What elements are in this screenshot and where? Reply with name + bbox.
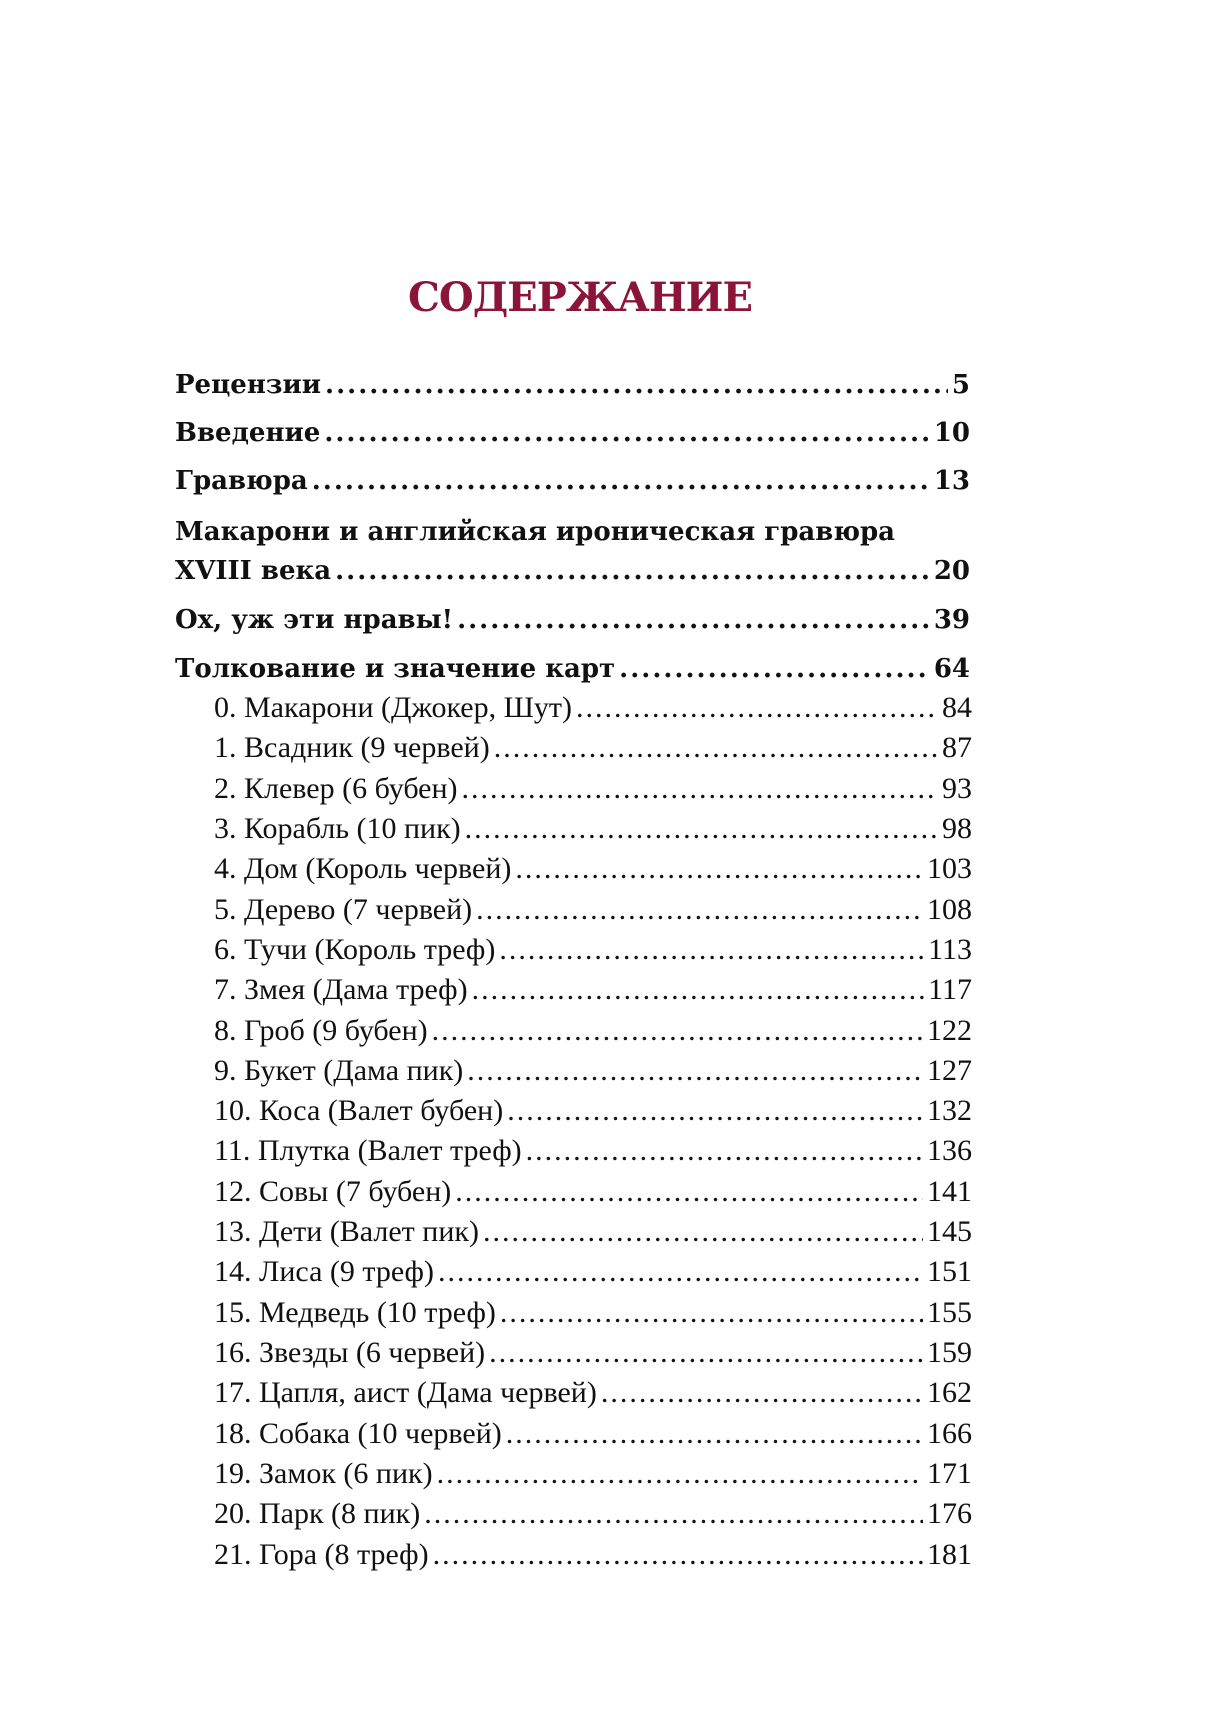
toc-entry-page: 20: [933, 556, 970, 586]
toc-subentry-label: 1. Всадник (9 червей): [214, 731, 490, 764]
toc-subentry-card-8[interactable]: [214, 1012, 972, 1050]
toc-subentry-page: 162: [927, 1376, 972, 1409]
dot-leader: [494, 729, 938, 767]
toc-subentry-card-17[interactable]: [214, 1374, 972, 1412]
toc-subentry-page: 122: [927, 1014, 972, 1047]
toc-subentry-label: 21. Гора (8 треф): [214, 1538, 429, 1571]
toc-subentry-page: 176: [927, 1497, 972, 1530]
toc-subentry-page: 103: [927, 852, 972, 885]
toc-entry-label: XVIII века: [175, 556, 332, 586]
toc-entry-label: Рецензии: [175, 370, 322, 400]
toc-subentry-page: 117: [928, 973, 972, 1006]
toc-subentry-page: 166: [927, 1417, 972, 1450]
dot-leader: [437, 1455, 923, 1493]
toc-subentry-page: 108: [927, 893, 972, 926]
toc-subentry-label: 15. Медведь (10 треф): [214, 1296, 496, 1329]
toc-subentry-card-18[interactable]: [214, 1415, 972, 1453]
toc-subentry-card-11[interactable]: [214, 1132, 972, 1170]
toc-subentry-label: 9. Букет (Дама пик): [214, 1054, 464, 1087]
dot-leader: [489, 1334, 923, 1372]
dot-leader: [325, 367, 948, 403]
dot-leader: [462, 770, 938, 808]
dot-leader: [507, 1092, 923, 1130]
toc-entry-engraving[interactable]: [175, 463, 970, 499]
toc-subentry-page: 151: [927, 1255, 972, 1288]
dot-leader: [476, 891, 923, 929]
dot-leader: [499, 931, 924, 969]
dot-leader: [515, 850, 923, 888]
toc-subentry-page: 136: [927, 1134, 972, 1167]
toc-subentry-card-10[interactable]: [214, 1092, 972, 1130]
toc-subentry-page: 171: [927, 1457, 972, 1490]
toc-entry-page: 39: [933, 605, 970, 635]
toc-subentry-card-7[interactable]: [214, 971, 972, 1009]
toc-entry-macaroni-line1[interactable]: [175, 514, 970, 550]
dot-leader: [601, 1374, 923, 1412]
toc-subentry-label: 0. Макарони (Джокер, Шут): [214, 691, 572, 724]
toc-subentry-card-15[interactable]: [214, 1294, 972, 1332]
toc-subentry-label: 16. Звезды (6 червей): [214, 1336, 486, 1369]
toc-subentry-label: 14. Лиса (9 треф): [214, 1255, 434, 1288]
toc-subentry-card-12[interactable]: [214, 1173, 972, 1211]
toc-subentry-page: 93: [942, 772, 972, 805]
toc-subentry-card-20[interactable]: [214, 1495, 972, 1533]
toc-subentry-label: 20. Парк (8 пик): [214, 1497, 421, 1530]
toc-subentry-page: 141: [927, 1175, 972, 1208]
toc-subentry-card-9[interactable]: [214, 1052, 972, 1090]
dot-leader: [433, 1536, 923, 1574]
toc-subentry-page: 155: [927, 1296, 972, 1329]
toc-subentry-label: 7. Змея (Дама треф): [214, 973, 468, 1006]
toc-entry-page: 64: [933, 654, 970, 684]
dot-leader: [457, 602, 930, 638]
toc-subentry-page: 87: [942, 731, 972, 764]
dot-leader: [619, 651, 930, 687]
toc-entry-page: 5: [951, 370, 970, 400]
toc-subentry-page: 98: [942, 812, 972, 845]
toc-subentry-page: 127: [927, 1054, 972, 1087]
toc-subentry-label: 10. Коса (Валет бубен): [214, 1094, 504, 1127]
toc-subentry-card-21[interactable]: [214, 1536, 972, 1574]
toc-subentry-label: 18. Собака (10 червей): [214, 1417, 502, 1450]
toc-subentry-card-16[interactable]: [214, 1334, 972, 1372]
toc-subentry-card-14[interactable]: [214, 1253, 972, 1291]
toc-subentry-label: 12. Совы (7 бубен): [214, 1175, 452, 1208]
dot-leader: [424, 1495, 923, 1533]
toc-entry-macaroni[interactable]: [175, 553, 970, 589]
toc-subentry-page: 132: [927, 1094, 972, 1127]
toc-subentry-page: 181: [927, 1538, 972, 1571]
toc-entry-card-meanings[interactable]: [175, 651, 970, 687]
toc-subentry-card-13[interactable]: [214, 1213, 972, 1251]
toc-subentry-card-5[interactable]: [214, 891, 972, 929]
toc-entry-page: 13: [933, 466, 970, 496]
toc-subentry-card-1[interactable]: [214, 729, 972, 767]
toc-entry-manners[interactable]: [175, 602, 970, 638]
toc-entry-label: Толкование и значение карт: [175, 654, 616, 684]
toc-entry-label: Гравюра: [175, 466, 308, 496]
toc-subentry-label: 4. Дом (Король червей): [214, 852, 512, 885]
toc-entry-label: Макарони и английская ироническая гравюра: [175, 517, 896, 547]
toc-entry-reviews[interactable]: [175, 367, 970, 403]
toc-subentry-label: 11. Плутка (Валет треф): [214, 1134, 522, 1167]
toc-subentry-page: 145: [927, 1215, 972, 1248]
dot-leader: [483, 1213, 923, 1251]
toc-subentry-label: 17. Цапля, аист (Дама червей): [214, 1376, 597, 1409]
dot-leader: [438, 1253, 923, 1291]
dot-leader: [455, 1173, 923, 1211]
dot-leader: [432, 1012, 923, 1050]
dot-leader: [506, 1415, 923, 1453]
toc-entry-introduction[interactable]: [175, 415, 970, 451]
toc-entry-label: Ох, уж эти нравы!: [175, 605, 454, 635]
dot-leader: [500, 1294, 923, 1332]
toc-subentry-card-0[interactable]: [214, 689, 972, 727]
toc-subentry-label: 3. Корабль (10 пик): [214, 812, 461, 845]
toc-subentry-label: 19. Замок (6 пик): [214, 1457, 433, 1490]
toc-subentry-card-6[interactable]: [214, 931, 972, 969]
toc-subentry-label: 6. Тучи (Король треф): [214, 933, 496, 966]
toc-subentry-card-2[interactable]: [214, 770, 972, 808]
dot-leader: [324, 415, 930, 451]
toc-subentry-card-19[interactable]: [214, 1455, 972, 1493]
toc-entry-page: 10: [933, 418, 970, 448]
toc-subentry-label: 2. Клевер (6 бубен): [214, 772, 458, 805]
toc-subentry-label: 13. Дети (Валет пик): [214, 1215, 479, 1248]
toc-subentry-page: 159: [927, 1336, 972, 1369]
dot-leader: [465, 810, 938, 848]
dot-leader: [335, 553, 930, 589]
dot-leader: [467, 1052, 923, 1090]
toc-subentry-page: 113: [928, 933, 972, 966]
page-title: СОДЕРЖАНИЕ: [408, 274, 752, 321]
toc-subentry-label: 5. Дерево (7 червей): [214, 893, 473, 926]
dot-leader: [526, 1132, 923, 1170]
dot-leader: [312, 463, 930, 499]
dot-leader: [576, 689, 938, 727]
toc-subentry-card-3[interactable]: [214, 810, 972, 848]
toc-subentry-card-4[interactable]: [214, 850, 972, 888]
toc-subentry-label: 8. Гроб (9 бубен): [214, 1014, 428, 1047]
toc-entry-label: Введение: [175, 418, 321, 448]
dot-leader: [472, 971, 925, 1009]
toc-subentry-page: 84: [942, 691, 972, 724]
